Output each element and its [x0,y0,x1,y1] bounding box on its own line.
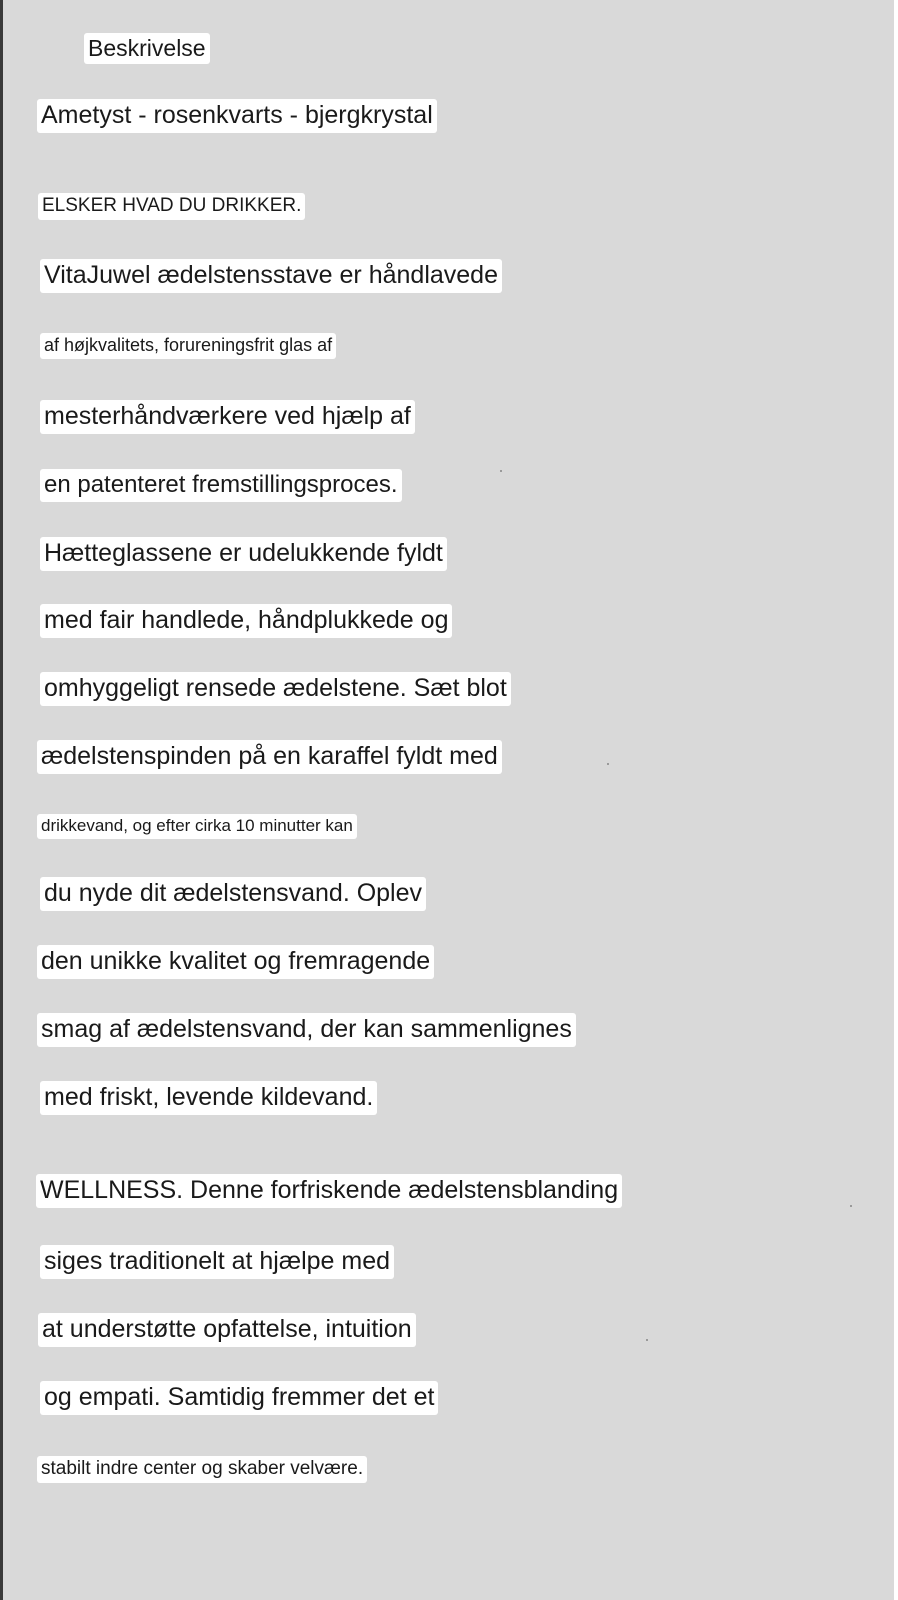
text-line: at understøtte opfattelse, intuition [38,1313,416,1347]
text-line: stabilt indre center og skaber velvære. [37,1456,367,1483]
text-line: VitaJuwel ædelstensstave er håndlavede [40,259,502,293]
right-margin-strip [894,0,898,1600]
scan-speck [500,470,502,472]
text-line: omhyggeligt rensede ædelstene. Sæt blot [40,672,511,706]
text-line: med fair handlede, håndplukkede og [40,604,452,638]
text-line: ædelstenspinden på en karaffel fyldt med [37,740,502,774]
text-line: en patenteret fremstillingsproces. [40,469,402,502]
text-line: den unikke kvalitet og fremragende [37,945,434,979]
scan-speck [607,763,609,765]
text-line: og empati. Samtidig fremmer det et [40,1381,438,1415]
tagline: ELSKER HVAD DU DRIKKER. [38,193,305,220]
text-line: drikkevand, og efter cirka 10 minutter kan [37,814,357,839]
text-line: siges traditionelt at hjælpe med [40,1245,394,1279]
section-heading: Beskrivelse [84,33,210,64]
text-line: WELLNESS. Denne forfriskende ædelstensblanding [36,1174,622,1208]
product-title: Ametyst - rosenkvarts - bjergkrystal [37,99,437,133]
text-line: Hætteglassene er udelukkende fyldt [40,537,447,571]
scan-speck [646,1339,648,1341]
text-line: med friskt, levende kildevand. [40,1081,377,1115]
text-line: af højkvalitets, forureningsfrit glas af [40,333,336,359]
text-line: mesterhåndværkere ved hjælp af [40,400,415,434]
text-line: du nyde dit ædelstensvand. Oplev [40,877,426,911]
text-line: smag af ædelstensvand, der kan sammenlignes [37,1013,576,1047]
scan-speck [850,1205,852,1207]
